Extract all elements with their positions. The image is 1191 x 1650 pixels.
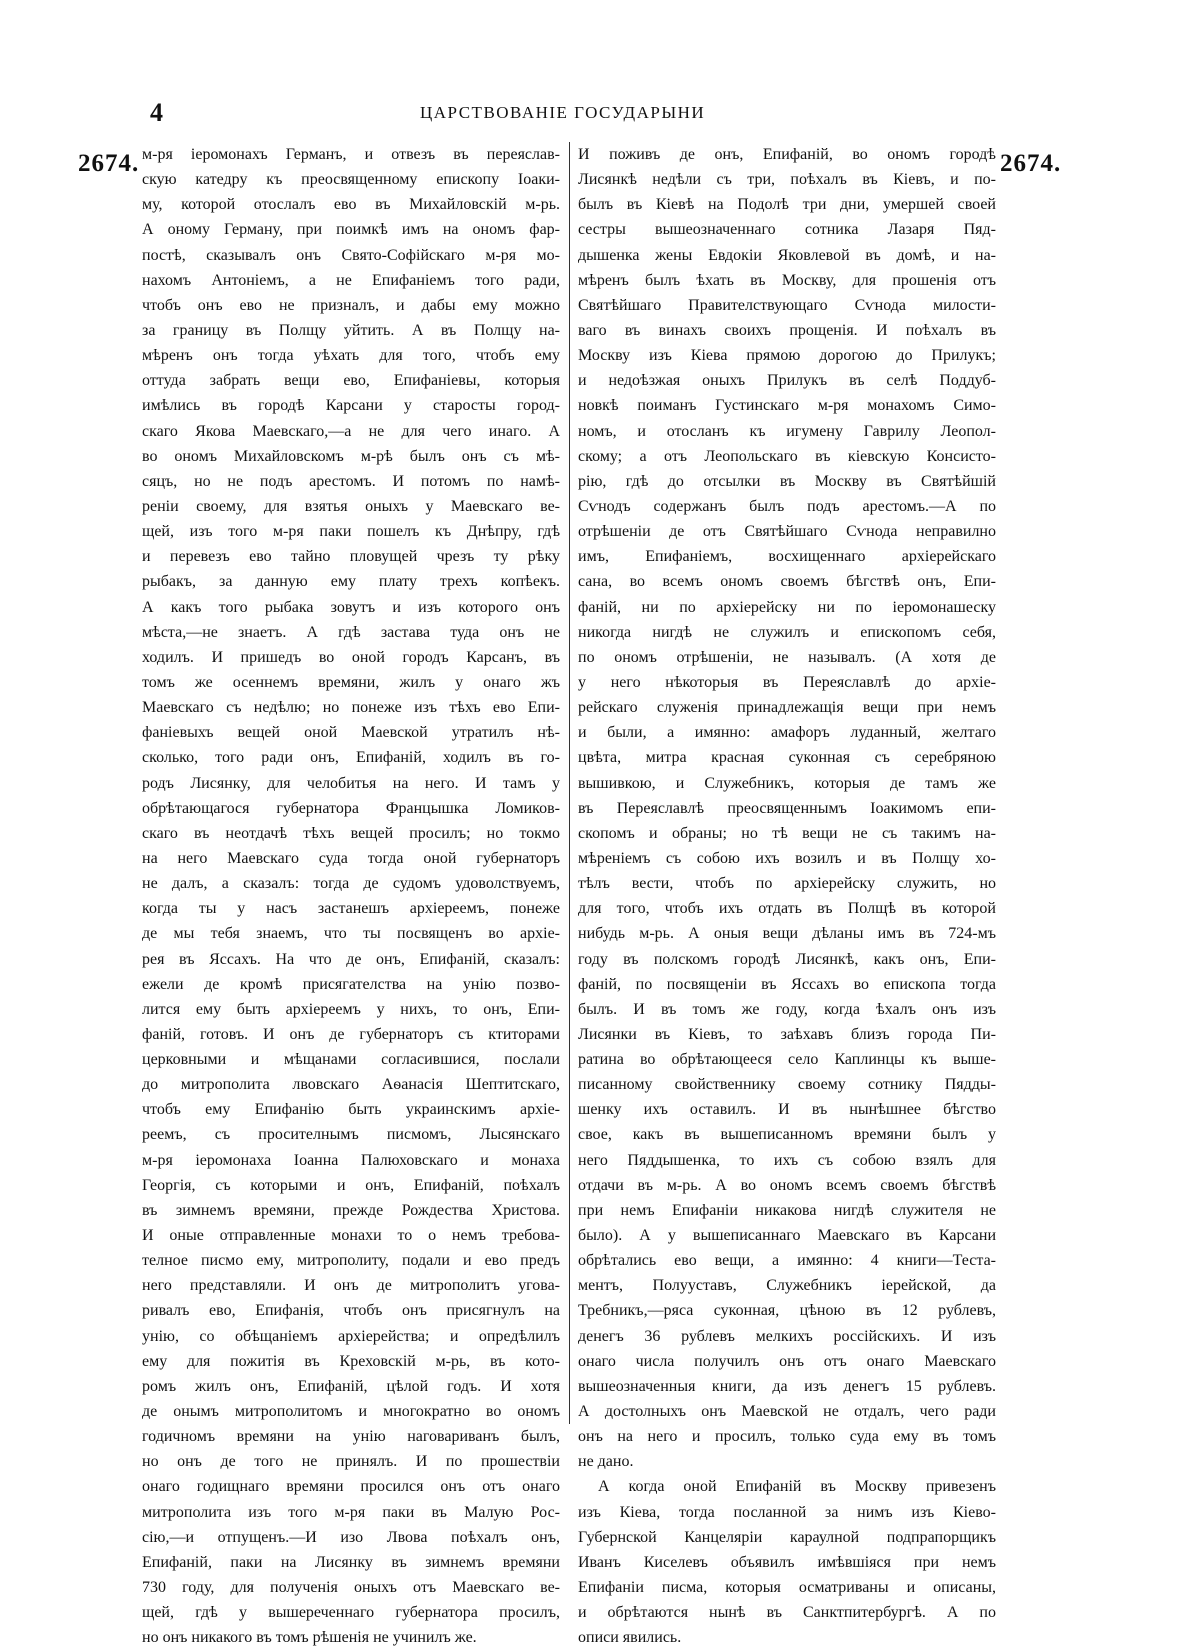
text-line: отрѣшеніи де отъ Святѣйшаго Сѵнода неправилно <box>578 523 996 541</box>
text-line: И оные отправленные монахи то о немъ требова- <box>142 1227 560 1245</box>
text-line: годичномъ времяни на унію наговариванъ былъ, <box>142 1428 560 1446</box>
text-line: Лисянки въ Кіевъ, то заѣхавъ близъ города Пи- <box>578 1025 996 1043</box>
text-line: И поживъ де онъ, Епифаній, во ономъ городѣ <box>578 146 996 163</box>
text-line: на него Маевскаго суда тогда оной губернаторъ <box>142 849 560 867</box>
text-line: унію, со обѣщаніемъ архіерейства; и опредѣлилъ <box>142 1327 560 1345</box>
text-line: обрѣтались ево вещи, а имянно: 4 книги—Теста- <box>578 1252 996 1270</box>
text-line: номъ, и отосланъ къ игумену Гаврилу Леопол- <box>578 422 996 440</box>
text-line: томъ же осеннемъ времяни, жилъ у онаго жъ <box>142 673 560 691</box>
text-line: не дано. <box>578 1453 634 1471</box>
text-line: и были, а имянно: амафоръ луданный, желтаго <box>578 724 996 742</box>
text-line: сана, во всемъ ономъ своемъ бѣгствѣ онъ, Епи- <box>578 573 996 591</box>
text-line: Святѣйшаго Правителствующаго Сѵнода милости- <box>578 296 996 314</box>
text-line: никогда нигдѣ не служилъ и епископомъ себя, <box>578 623 996 641</box>
text-line: ромъ жилъ онъ, Епифаній, цѣлой годъ. И хотя <box>142 1377 560 1395</box>
text-line: щей, изъ того м-ря паки пошелъ къ Днѣпру, гдѣ <box>142 523 560 541</box>
text-line: во ономъ Михайловскомъ м-рѣ былъ онъ съ мѣ- <box>142 447 560 465</box>
text-line: ходилъ. И пришедъ во оной городъ Карсанъ, въ <box>142 648 560 666</box>
text-line: не далъ, а сказалъ: тогда де судомъ удоволствуемъ, <box>142 875 560 893</box>
text-line: былъ. И въ томъ же году, когда ѣхалъ онъ изъ <box>578 1000 996 1018</box>
text-line: ваго въ винахъ своихъ прощенія. И поѣхалъ въ <box>578 321 996 339</box>
text-line: и недоѣзжая оныхъ Прилукъ въ селѣ Поддуб- <box>578 372 996 390</box>
text-line: ежели де кромѣ присягателства на унію позво- <box>142 975 560 993</box>
text-line: онаго числа получилъ онъ отъ онаго Маевскаго <box>578 1352 996 1370</box>
text-line: лится ему быть архіереемъ у нихъ, то онъ, Епи- <box>142 1000 560 1018</box>
text-line: отдачи въ м-рь. А во ономъ всемъ своемъ бѣгствѣ <box>578 1176 996 1194</box>
text-line: за границу въ Полщу уйтить. А въ Полщу на- <box>142 321 560 339</box>
text-line: А какъ того рыбака зовутъ и изъ которого онъ <box>142 598 560 616</box>
text-line: оттуда забрать вещи ево, Епифаніевы, которыя <box>142 372 560 390</box>
text-line: скаго въ неотдачѣ тѣхъ вещей просилъ; но токмо <box>142 824 560 842</box>
text-line: былъ въ Кіевѣ на Подолѣ три дни, умершей своей <box>578 196 996 214</box>
text-line: мѣренъ былъ ѣхать въ Москву, для прошенія отъ <box>578 271 996 289</box>
text-line: Москву изъ Кіева прямою дорогою до Прилукъ; <box>578 347 996 365</box>
text-line: онъ на него и просилъ, только суда ему въ томъ <box>578 1428 996 1446</box>
text-line: онаго годищнаго времяни просился онъ отъ онаго <box>142 1478 560 1496</box>
text-line: для того, чтобъ ихъ отдать въ Полщѣ въ которой <box>578 900 996 918</box>
text-line: щей, гдѣ у вышереченнаго губернатора просилъ, <box>142 1604 560 1622</box>
text-line: чтобъ ему Епифанію быть украинскимъ архіе- <box>142 1101 560 1119</box>
text-line: денегъ 36 рублевъ мелкихъ россійскихъ. И изъ <box>578 1327 996 1345</box>
text-line: фаніевыхъ вещей оной Маевской утратилъ нѣ- <box>142 724 560 742</box>
text-line: нахомъ Антоніемъ, а не Епифаніемъ того ради, <box>142 271 560 289</box>
text-line: сяцъ, но не подъ арестомъ. И потомъ по намѣ- <box>142 472 560 490</box>
text-line: сію,—и отпущенъ.—И изо Лвова поѣхалъ онъ, <box>142 1528 560 1546</box>
text-line: и обрѣтаются нынѣ въ Санктпитербургѣ. А по <box>578 1604 996 1622</box>
text-line: скую катедру къ преосвященному епископу Іоаки- <box>142 171 560 189</box>
text-line: было). А у вышеписаннаго Маевскаго въ Карсани <box>578 1227 996 1245</box>
text-line: Епифаній, паки на Лисянку въ зимнемъ времяни <box>142 1553 560 1571</box>
text-line: ментъ, Полууставъ, Служебникъ іерейской, да <box>578 1277 996 1295</box>
text-line: но онъ де того не принялъ. И по прошествіи <box>142 1453 560 1471</box>
text-line: въ Переяславлѣ преосвященнымъ Іоакимомъ епи- <box>578 799 996 817</box>
text-line: А достолныхъ онъ Маевской не отдалъ, чего ради <box>578 1403 996 1421</box>
text-line: Маевскаго съ недѣлю; но понеже изъ тѣхъ ево Епи- <box>142 699 560 717</box>
text-line: и перевезъ ево тайно пловущей чрезъ ту рѣку <box>142 548 560 566</box>
text-line: мѣста,—не знаетъ. А гдѣ застава туда онъ не <box>142 623 560 641</box>
text-line: дышенка жены Евдокіи Яковлевой въ домѣ, и на- <box>578 246 996 264</box>
text-line: постѣ, сказывалъ онъ Свято-Софійскаго м-ря мо- <box>142 246 560 264</box>
text-line: обрѣтающагося губернатора Францышка Ломиков- <box>142 799 560 817</box>
text-line: реніи своему, для взятья оныхъ у Маевскаго ве- <box>142 497 560 515</box>
text-line: фаній, по посвященіи въ Яссахъ во епископа тогда <box>578 975 996 993</box>
text-line: шенку ихъ оставилъ. И въ нынѣшнее бѣгство <box>578 1101 996 1119</box>
text-line: имѣлись въ городѣ Карсани у старосты город- <box>142 397 560 415</box>
text-line: му, которой отослалъ ево въ Михайловскій м-рь. <box>142 196 560 214</box>
text-line: у него нѣкоторыя въ Переяславлѣ до архіе- <box>578 673 996 691</box>
text-line: имъ, Епифаніемъ, восхищеннаго архіерейскаго <box>578 548 996 566</box>
text-line: рыбакъ, за данную ему плату трехъ копѣекъ. <box>142 573 560 591</box>
text-line: ему для пожитія въ Креховскій м-рь, въ кото- <box>142 1352 560 1370</box>
text-line: Сѵнодъ содержанъ былъ подъ арестомъ.—А по <box>578 497 996 515</box>
text-line: писанному свойственнику своему сотнику Пядды- <box>578 1076 996 1094</box>
text-line: телное писмо ему, митрополиту, подали и ево предъ <box>142 1252 560 1270</box>
text-line: м-ря іеромонаха Іоанна Палюховскаго и монаха <box>142 1151 560 1169</box>
running-head: ЦАРСТВОВАНІЕ ГОСУДАРЫНИ <box>420 103 706 122</box>
text-line: чтобъ онъ ево не призналъ, и дабы ему можно <box>142 296 560 314</box>
document-number-right: 2674. <box>1000 150 1062 177</box>
text-line: Георгія, съ которыми и онъ, Епифаній, поѣхалъ <box>142 1176 560 1194</box>
text-line: но онъ никакого въ томъ рѣшенія не учинилъ же. <box>142 1629 477 1647</box>
text-line: сестры вышеозначеннаго сотника Лазаря Пяд- <box>578 221 996 239</box>
text-line: де онымъ митрополитомъ и многократно во ономъ <box>142 1403 560 1421</box>
text-line: скаго Якова Маевскаго,—а не для чего инаго. А <box>142 422 560 440</box>
text-line: свое, какъ въ вышеписанномъ времяни былъ у <box>578 1126 996 1144</box>
text-line: него Пяддышенка, то ихъ съ собою взялъ для <box>578 1151 996 1169</box>
text-line: при немъ Епифаніи никакова нигдѣ служителя не <box>578 1201 996 1219</box>
text-line: цвѣта, митра красная суконная съ серебряною <box>578 749 996 767</box>
text-line: нибудь м-рь. А оныя вещи дѣланы имъ въ 724-мъ <box>578 925 996 943</box>
text-line: м-ря іеромонахъ Германъ, и отвезъ въ переяслав- <box>142 146 560 163</box>
text-line: Губернской Канцеляріи караулной подпрапорщикъ <box>578 1528 996 1546</box>
document-number-left: 2674. <box>78 150 140 177</box>
text-line: него представляли. И онъ де митрополитъ угова- <box>142 1277 560 1295</box>
text-line: описи явились. <box>578 1629 682 1647</box>
text-line: Требникъ,—ряса суконная, цѣною въ 12 рублевъ, <box>578 1302 996 1320</box>
text-line: новкѣ поиманъ Густинскаго м-ря монахомъ Симо- <box>578 397 996 415</box>
text-line: мѣреніемъ съ собою ихъ возилъ и въ Полщу хо- <box>578 849 996 867</box>
text-line: митрополита изъ того м-ря паки въ Малую Рос- <box>142 1503 560 1521</box>
text-line: Лисянкѣ недѣли съ три, поѣхалъ въ Кіевъ, и по- <box>578 171 996 189</box>
right-column <box>578 142 996 1650</box>
text-line: фаній, готовъ. И онъ де губернаторъ съ ктиторами <box>142 1025 560 1043</box>
text-line: въ зимнемъ времяни, прежде Рождества Христова. <box>142 1201 560 1219</box>
text-line: фаній, ни по архіерейску ни по іеромонашеску <box>578 598 996 616</box>
text-line: вышеозначенныя книги, да изъ денегъ 15 рублевъ. <box>578 1377 996 1395</box>
text-line: Епифаніи писма, которыя осматриваны и описаны, <box>578 1579 996 1597</box>
text-line: скопомъ и обраны; но тѣ вещи не съ такимъ на- <box>578 824 996 842</box>
column-divider <box>569 142 570 1424</box>
text-line: ратина во обрѣтающееся село Каплинцы къ выше- <box>578 1051 996 1069</box>
text-line: скому; а отъ Леопольскаго въ кіевскую Консисто- <box>578 447 996 465</box>
text-line: изъ Кіева, тогда посланной за нимъ изъ Кіево- <box>578 1503 996 1521</box>
text-line: до митрополита лвовскаго Аѳанасія Шептитскаго, <box>142 1076 560 1094</box>
text-line: рію, гдѣ до отсылки въ Москву въ Святѣйшій <box>578 472 996 490</box>
text-line: сколько, того ради онъ, Епифаній, ходилъ въ го- <box>142 749 560 767</box>
text-line: тѣлъ вести, чтобъ по архіерейску служить, но <box>578 875 996 893</box>
text-line: реемъ, съ просителнымъ писмомъ, Лысянскаго <box>142 1126 560 1144</box>
text-line: мѣренъ онъ тогда уѣхать для того, чтобъ ему <box>142 347 560 365</box>
text-line: 730 году, для полученія оныхъ отъ Маевскаго ве- <box>142 1579 560 1597</box>
text-line: А когда оной Епифаній въ Москву привезенъ <box>598 1478 996 1496</box>
text-line: церковными и мѣщанами согласившися, послали <box>142 1051 560 1069</box>
text-line: родъ Лисянку, для челобитья на него. И тамъ у <box>142 774 560 792</box>
text-line: Иванъ Киселевъ объявилъ имѣвшіяся при немъ <box>578 1553 996 1571</box>
text-line: по ономъ отрѣшеніи, не называлъ. (А хотя де <box>578 648 996 666</box>
text-line: рейскаго служенія принадлежащія вещи при немъ <box>578 699 996 717</box>
text-line: рея въ Яссахъ. На что де онъ, Епифаній, сказалъ: <box>142 950 560 968</box>
page-number: 4 <box>150 98 163 127</box>
text-line: А оному Герману, при поимкѣ имъ на ономъ фар- <box>142 221 560 239</box>
text-line: вышивкою, и Служебникъ, которыя де тамъ же <box>578 774 996 792</box>
left-column <box>142 142 560 1650</box>
text-line: когда ты у насъ застанешъ архіереемъ, понеже <box>142 900 560 918</box>
text-line: де мы тебя знаемъ, что ты посвященъ во архіе- <box>142 925 560 943</box>
text-line: ривалъ ево, Епифанія, чтобъ онъ присягнулъ на <box>142 1302 560 1320</box>
text-line: году въ полскомъ городѣ Лисянкѣ, какъ онъ, Епи- <box>578 950 996 968</box>
